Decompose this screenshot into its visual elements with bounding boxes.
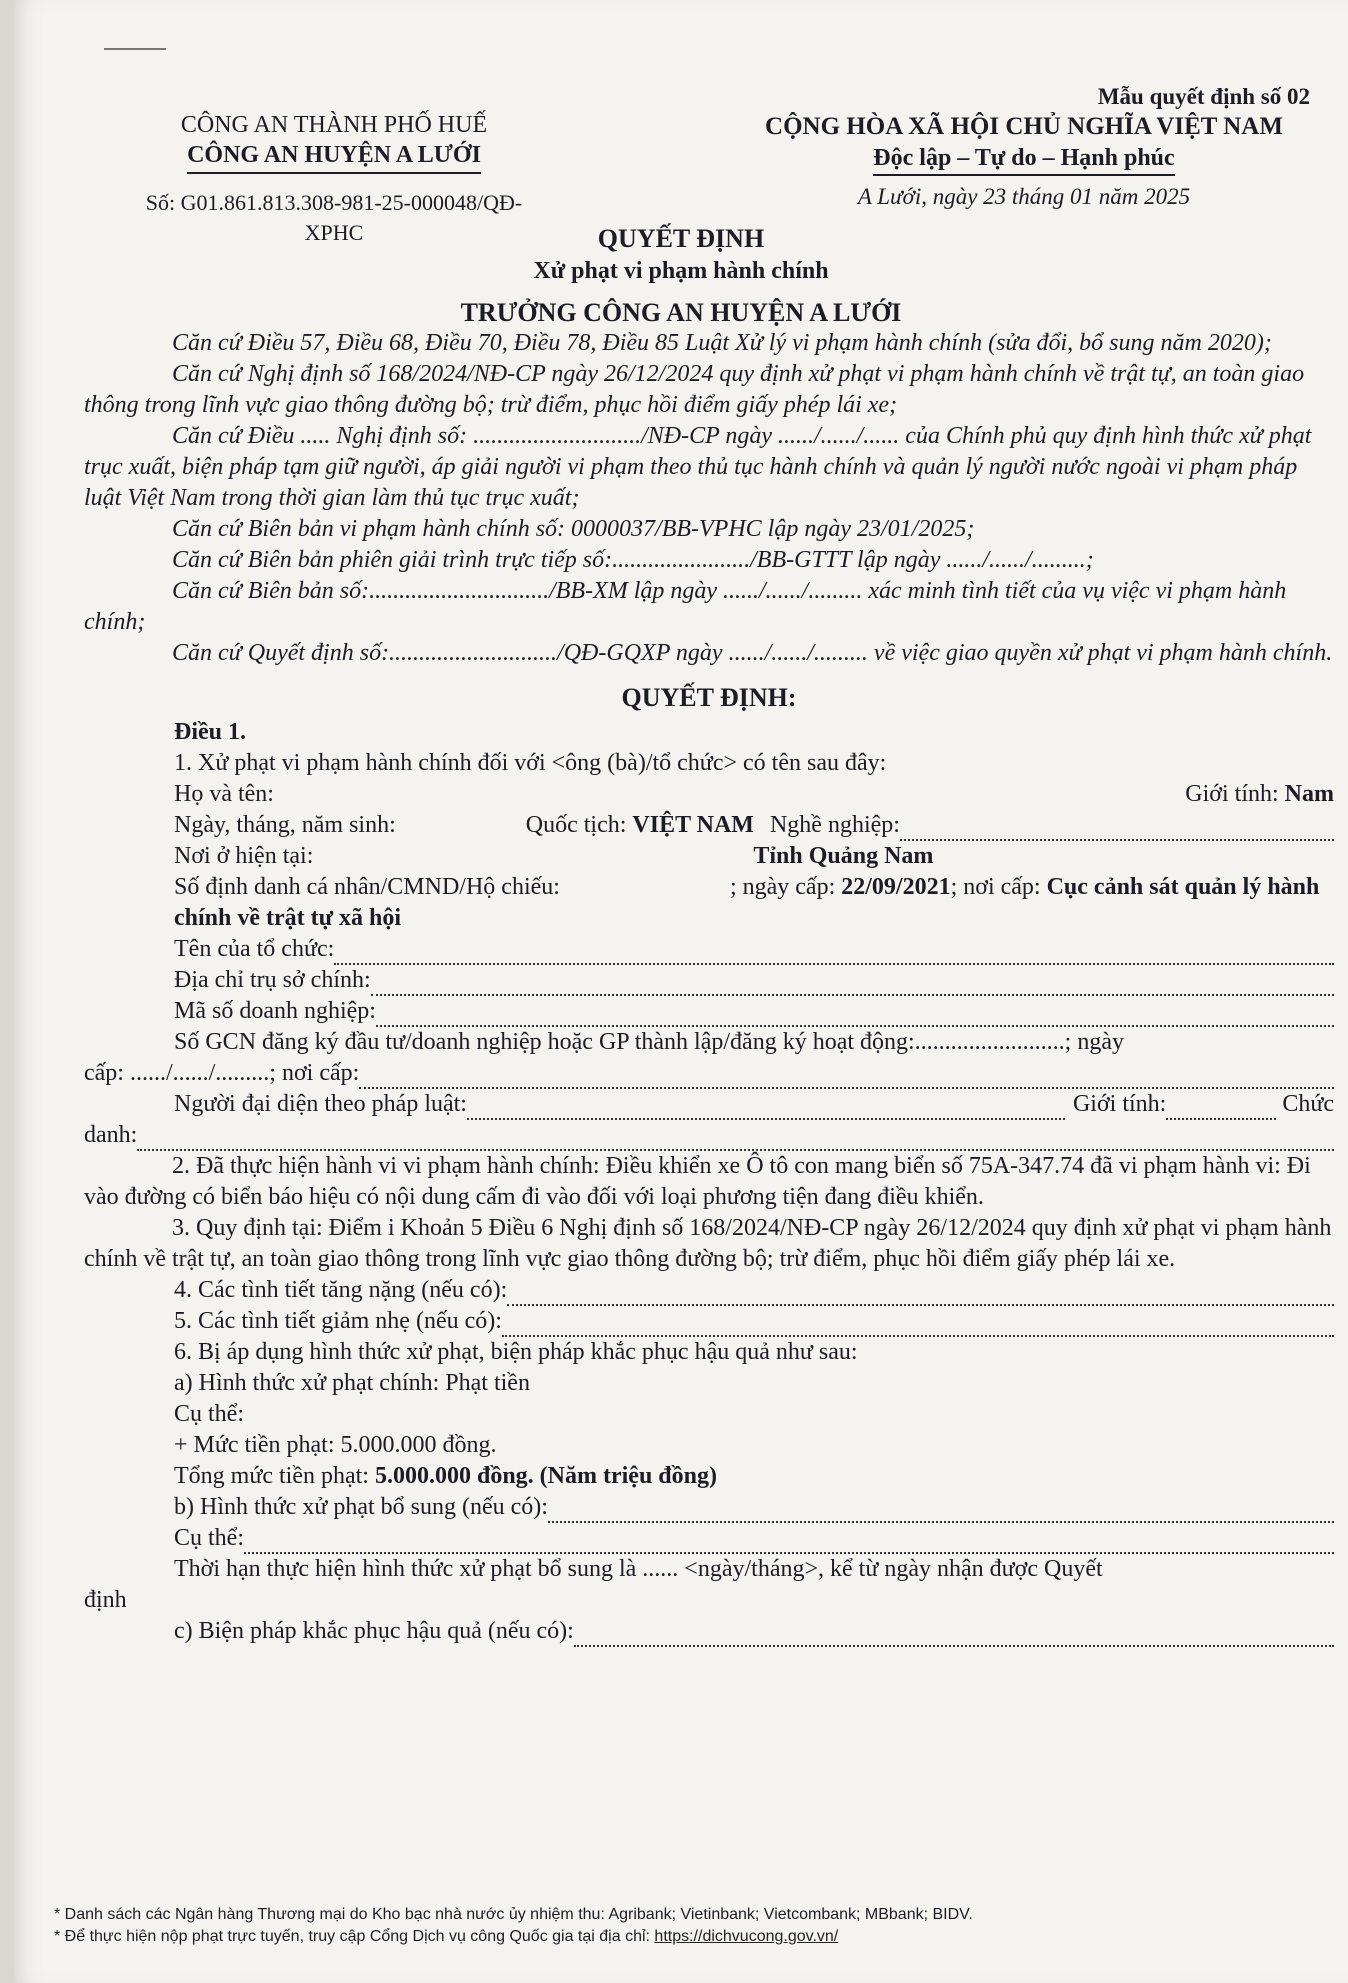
specific-2-row — [84, 1523, 1334, 1554]
rep-gender-value — [1166, 1089, 1276, 1120]
org-name-value — [334, 934, 1334, 965]
rep-value — [467, 1089, 1065, 1120]
item-4: 4. Các tình tiết tăng nặng (nếu có): — [174, 1277, 508, 1303]
document-body — [84, 328, 1334, 1647]
gender-value: Nam — [1284, 781, 1334, 807]
item-6b: b) Hình thức xử phạt bổ sung (nếu có): — [174, 1494, 548, 1520]
nationality-label: Quốc tịch: — [525, 812, 627, 838]
total-fine-label: Tổng mức tiền phạt: — [174, 1463, 369, 1489]
item-4-row — [84, 1275, 1334, 1306]
duration-line: Thời hạn thực hiện hình thức xử phạt bổ sung là ...... <ngày/tháng>, kể từ ngày nhận được Quyết — [174, 1556, 1103, 1582]
item-6b-value — [548, 1492, 1334, 1523]
item-6c-row — [84, 1616, 1334, 1647]
decision-heading: QUYẾT ĐỊNH: — [621, 683, 797, 712]
residence-province: Tỉnh Quảng Nam — [753, 843, 934, 869]
total-fine-row — [84, 1461, 1334, 1492]
fine-line: + Mức tiền phạt: 5.000.000 đồng. — [174, 1432, 497, 1458]
gcn-issue-row — [84, 1058, 1334, 1089]
item-4-value — [507, 1275, 1334, 1306]
item-6a: a) Hình thức xử phạt chính: Phạt tiền — [174, 1370, 530, 1396]
residence-row — [84, 841, 1334, 872]
rep-title-label-cont: danh: — [84, 1122, 138, 1148]
decision-subtitle: Xử phạt vi phạm hành chính — [533, 258, 829, 284]
dob-row — [84, 810, 1334, 841]
occupation-label: Nghề nghiệp: — [769, 812, 900, 838]
form-number: Mẫu quyết định số 02 — [1097, 84, 1310, 109]
name-label: Họ và tên: — [174, 781, 274, 807]
document-number: Số: G01.861.813.308-981-25-000048/QĐ-XPHC — [145, 190, 523, 245]
org-name-label: Tên của tổ chức: — [174, 936, 335, 962]
id-label: Số định danh cá nhân/CMND/Hộ chiếu: — [174, 874, 560, 900]
org-code-label: Mã số doanh nghiệp: — [174, 998, 376, 1024]
issuer-line1: CÔNG AN THÀNH PHỐ HUẾ — [180, 112, 488, 138]
nationality-value: VIỆT NAM — [632, 812, 754, 838]
occupation-value — [900, 810, 1334, 841]
basis-6: Căn cứ Biên bản số:............................../BB-XM lập ngày ....../....../......... xác minh tình tiết của vụ việc vi phạm hành chính; — [84, 578, 1287, 635]
national-title: CỘNG HÒA XÃ HỘI CHỦ NGHĨA VIỆT NAM — [765, 113, 1283, 140]
org-address-value — [371, 965, 1334, 996]
basis-4: Căn cứ Biên bản vi phạm hành chính số: 0000037/BB-VPHC lập ngày 23/01/2025; — [172, 516, 975, 542]
rep-label: Người đại diện theo pháp luật: — [174, 1091, 467, 1117]
national-header — [744, 112, 1304, 214]
org-code-value — [376, 996, 1334, 1027]
national-motto: Độc lập – Tự do – Hạnh phúc — [873, 142, 1174, 176]
rep-title-value — [137, 1120, 1334, 1151]
issue-place-value: Cục cảnh sát quản lý hành chính về trật tự xã hội — [174, 874, 1320, 931]
document-page — [14, 0, 1348, 1983]
org-code-row — [84, 996, 1334, 1027]
specific-label: Cụ thể: — [174, 1401, 244, 1427]
basis-7: Căn cứ Quyết định số:............................/QĐ-GQXP ngày ....../....../......... về việc giao quyền xử phạt vi phạm hành chính. — [172, 640, 1333, 666]
org-address-row — [84, 965, 1334, 996]
public-service-link[interactable]: https://dichvucong.gov.vn/ — [654, 1928, 839, 1945]
org-name-row — [84, 934, 1334, 965]
rep-title-label: Chức — [1282, 1091, 1334, 1117]
total-fine-value: 5.000.000 đồng. (Năm triệu đồng) — [374, 1463, 717, 1489]
name-row — [84, 779, 1334, 810]
rep-gender-label: Giới tính: — [1072, 1091, 1167, 1117]
footnotes — [54, 1904, 1334, 1948]
basis-1: Căn cứ Điều 57, Điều 68, Điều 70, Điều 78, Điều 85 Luật Xử lý vi phạm hành chính (sửa đổi, bổ sung năm 2020); — [172, 330, 1272, 356]
issuer-line2: CÔNG AN HUYỆN A LƯỚI — [187, 140, 481, 174]
item-6: 6. Bị áp dụng hình thức xử phạt, biện pháp khắc phục hậu quả như sau: — [174, 1339, 858, 1365]
article-1-label: Điều 1. — [174, 719, 246, 745]
item-5-value — [502, 1306, 1334, 1337]
gcn-row: Số GCN đăng ký đầu tư/doanh nghiệp hoặc GP thành lập/đăng ký hoạt động:.........................; ngày — [174, 1029, 1125, 1055]
footnote-online-prefix: * Để thực hiện nộp phạt trực tuyến, truy cập Cổng Dịch vụ công Quốc gia tại địa chỉ: — [54, 1928, 655, 1945]
gcn-issue-place-value — [359, 1058, 1334, 1089]
specific-2-value — [244, 1523, 1334, 1554]
item-3: 3. Quy định tại: Điểm i Khoản 5 Điều 6 Nghị định số 168/2024/NĐ-CP ngày 26/12/2024 quy định xử phạt vi phạm hành chính về trật tự, an toàn giao thông trong lĩnh vực giao thông đường bộ; trừ điểm, phục hồi điểm giấy phép lái xe. — [84, 1215, 1332, 1272]
org-address-label: Địa chỉ trụ sở chính: — [174, 967, 371, 993]
issue-date-label: ; ngày cấp: — [729, 874, 836, 900]
issuer-authority: TRƯỞNG CÔNG AN HUYỆN A LƯỚI — [460, 298, 902, 327]
rep-row — [84, 1089, 1334, 1120]
item-6c-value — [574, 1616, 1334, 1647]
dob-label: Ngày, tháng, năm sinh: — [174, 812, 396, 838]
gcn-issue-label: cấp: ....../....../.........; nơi cấp: — [84, 1060, 360, 1086]
gender-label: Giới tính: — [1185, 781, 1279, 807]
rep-title-row — [84, 1120, 1334, 1151]
item-6c: c) Biện pháp khắc phục hậu quả (nếu có): — [174, 1618, 574, 1644]
item-6b-row — [84, 1492, 1334, 1523]
corner-mark — [104, 48, 166, 50]
issue-date-value: 22/09/2021 — [841, 874, 951, 900]
footnote-banks: * Danh sách các Ngân hàng Thương mại do Kho bạc nhà nước ủy nhiệm thu: Agribank; Vietinbank; Vietcombank; MBbank; BIDV. — [54, 1906, 973, 1923]
issue-date: A Lưới, ngày 23 tháng 01 năm 2025 — [857, 184, 1191, 209]
residence-label: Nơi ở hiện tại: — [174, 843, 314, 869]
item-5-row — [84, 1306, 1334, 1337]
specific-2-label: Cụ thể: — [174, 1525, 244, 1551]
item-5: 5. Các tình tiết giảm nhẹ (nếu có): — [174, 1308, 502, 1334]
basis-5: Căn cứ Biên bản phiên giải trình trực tiếp số:......................./BB-GTTT lập ngày ....../....../.........; — [172, 547, 1094, 573]
id-row — [84, 872, 1334, 934]
duration-end: định — [84, 1587, 127, 1613]
item-2: 2. Đã thực hiện hành vi vi phạm hành chính: Điều khiển xe Ô tô con mang biển số 75A-347.74 đã vi phạm hành vi: Đi vào đường có biển báo hiệu có nội dung cấm đi vào đối với loại phương tiện đang điều khiển. — [84, 1153, 1311, 1210]
article-1-intro: 1. Xử phạt vi phạm hành chính đối với <ông (bà)/tổ chức> có tên sau đây: — [174, 750, 887, 776]
footnote-online — [54, 1926, 1334, 1948]
issue-place-label: ; nơi cấp: — [950, 874, 1041, 900]
decision-title: QUYẾT ĐỊNH — [597, 224, 765, 253]
basis-2: Căn cứ Nghị định số 168/2024/NĐ-CP ngày 26/12/2024 quy định xử phạt vi phạm hành chính về trật tự, an toàn giao thông trong lĩnh vực giao thông đường bộ; trừ điểm, phục hồi điểm giấy phép lái xe; — [84, 361, 1305, 418]
basis-3: Căn cứ Điều ..... Nghị định số: ............................/NĐ-CP ngày ....../....../...... của Chính phủ quy định hình thức xử phạt trục xuất, biện pháp tạm giữ người, áp giải người vi phạm theo thủ tục hành chính và quản lý người nước ngoài vi phạm pháp luật Việt Nam trong thời gian làm thủ tục trục xuất; — [84, 423, 1312, 511]
